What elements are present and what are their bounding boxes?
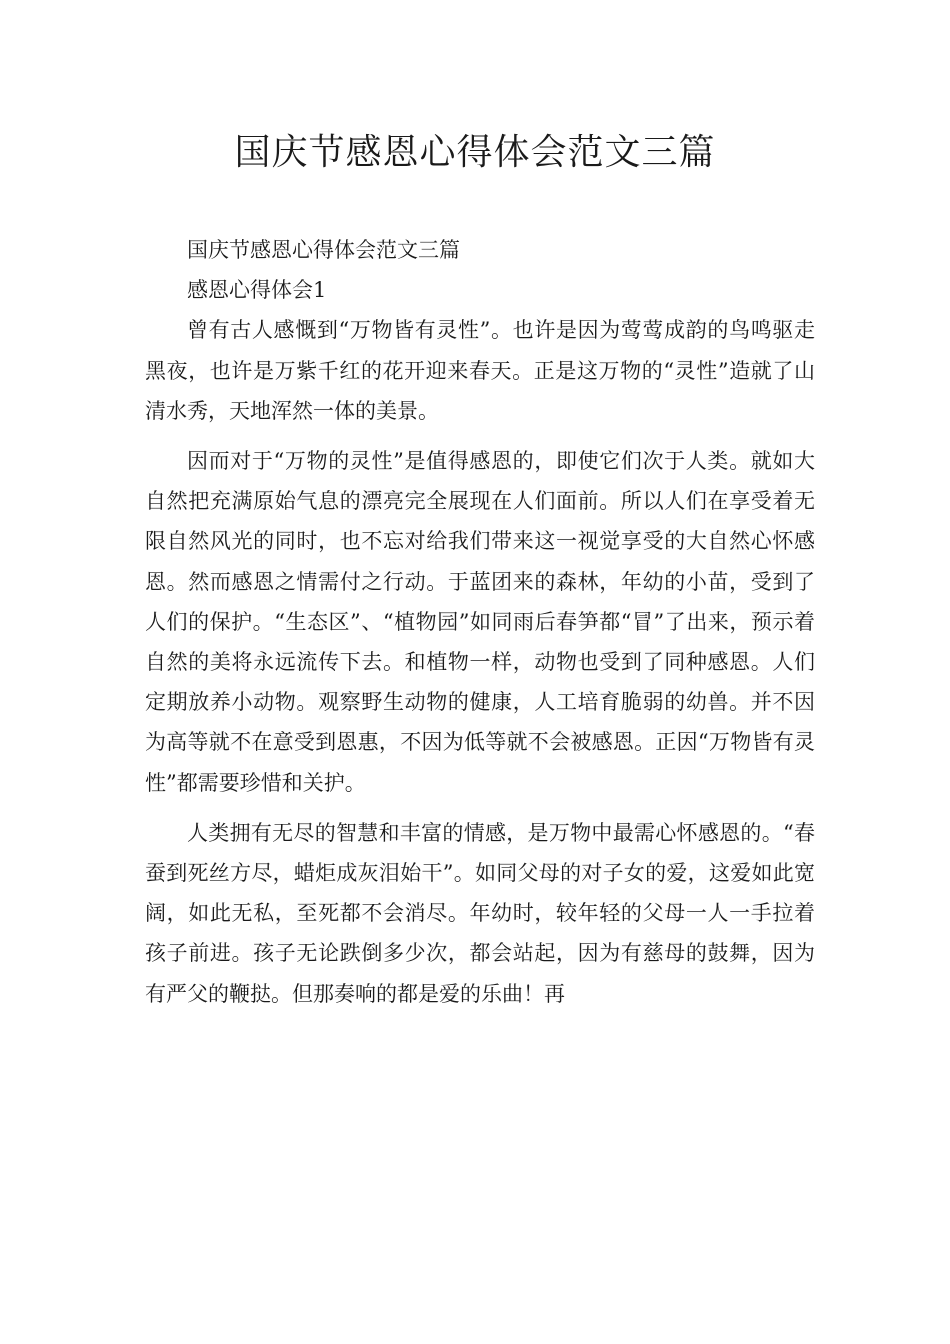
paragraph-2: 因而对于“万物的灵性”是值得感恩的，即使它们次于人类。就如大自然把充满原始气息的漂亮完全展现在人们面前。所以人们在享受着无限自然风光的同时，也不忘对给我们带来这一视觉享受的大自然心怀感恩。然而感恩之情需付之行动。于蓝团来的森林，年幼的小苗，受到了人们的保护。“生态区”、“植物园”如同雨后春笋都“冒”了出来，预示着自然的美将永远流传下去。和植物一样，动物也受到了同种感恩。人们定期放养小动物。观察野生动物的健康，人工培育脆弱的幼兽。并不因为高等就不在意受到恩惠，不因为低等就不会被感恩。正因“万物皆有灵性”都需要珍惜和关护。 — [145, 449, 815, 795]
paragraph-subtitle: 国庆节感恩心得体会范文三篇 — [187, 238, 460, 262]
document-title: 国庆节感恩心得体会范文三篇 — [234, 132, 716, 173]
paragraph-1: 曾有古人感慨到“万物皆有灵性”。也许是因为莺莺成韵的鸟鸣驱走黑夜，也许是万紫千红的花开迎来春天。正是这万物的“灵性”造就了山清水秀，天地浑然一体的美景。 — [145, 318, 815, 423]
paragraph-section-heading: 感恩心得体会1 — [187, 278, 327, 303]
document-body — [145, 230, 815, 1014]
paragraph-3: 人类拥有无尽的智慧和丰富的情感，是万物中最需心怀感恩的。“春蚕到死丝方尽，蜡炬成灰泪始干”。如同父母的对子女的爱，这爱如此宽阔，如此无私，至死都不会消尽。年幼时，较年轻的父母一人一手拉着孩子前进。孩子无论跌倒多少次，都会站起，因为有慈母的鼓舞，因为有严父的鞭挞。但那奏响的都是爱的乐曲！再 — [145, 820, 815, 1006]
